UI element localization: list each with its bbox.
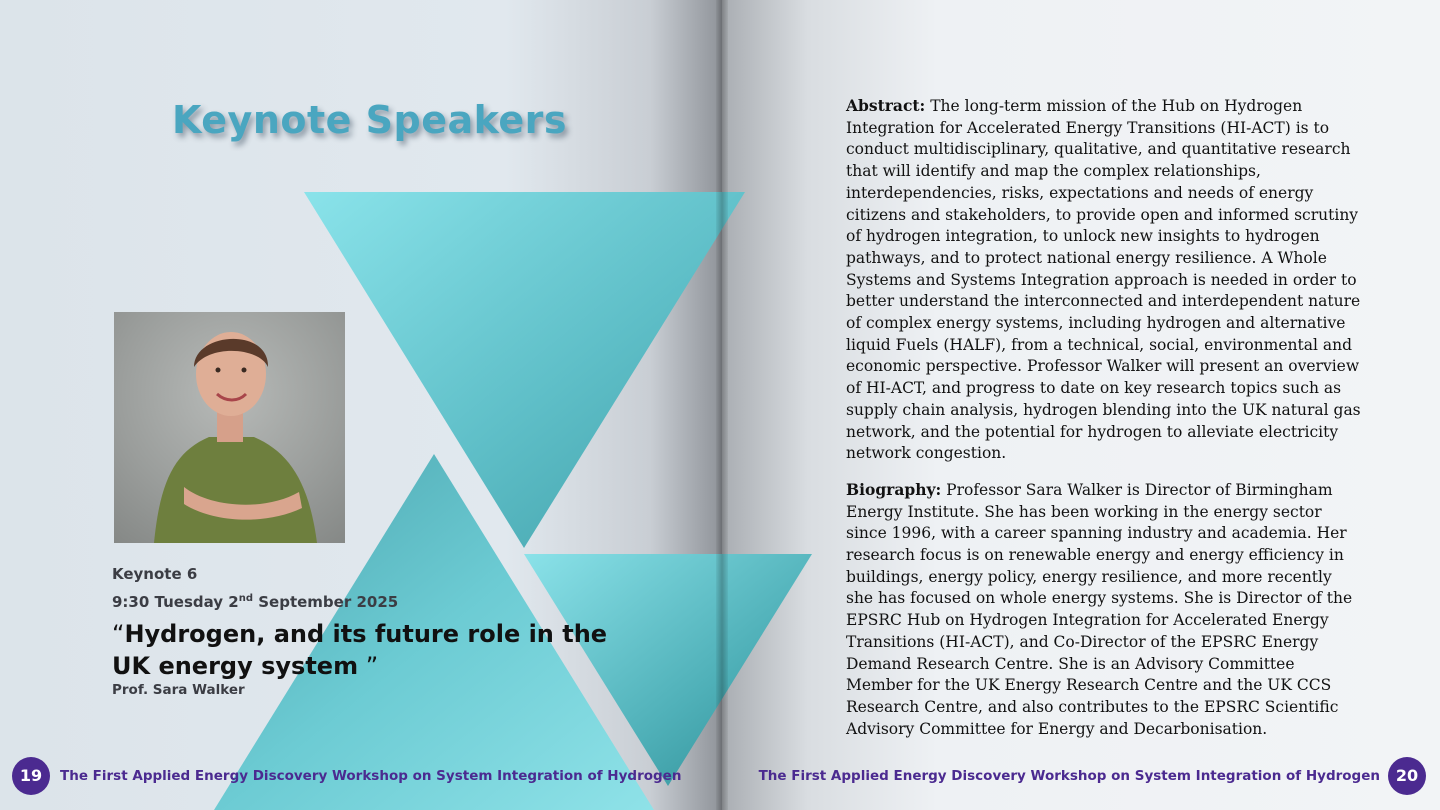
page-title: Keynote Speakers [172, 98, 568, 142]
biography-label: Biography: [846, 479, 942, 499]
abstract-label: Abstract: [846, 96, 926, 115]
footer-left: The First Applied Energy Discovery Workshop on System Integration of Hydrogen [60, 768, 682, 784]
talk-title-text: Hydrogen, and its future role in the UK energy system [112, 620, 608, 680]
speaker-portrait-icon [114, 312, 345, 543]
triangle-top [304, 192, 745, 548]
footer-right: The First Applied Energy Discovery Workshop on System Integration of Hydrogen [758, 768, 1380, 784]
page-gutter [716, 0, 728, 810]
speaker-name: Prof. Sara Walker [112, 682, 245, 698]
close-quote: ” [358, 652, 379, 680]
schedule-time-day: 9:30 Tuesday 2 [112, 593, 239, 611]
keynote-schedule [112, 593, 398, 611]
open-quote: “ [112, 620, 125, 648]
biography-paragraph [846, 479, 1361, 740]
keynote-number: Keynote 6 [112, 565, 198, 583]
talk-title [112, 618, 652, 682]
schedule-ordinal: nd [238, 593, 254, 604]
right-page-body [846, 95, 1361, 754]
biography-text: Professor Sara Walker is Director of Birmingham Energy Institute. She has been working in the energy sector since 1996, with a career spanning industry and academia. Her research focus is on renewable energy and energy efficiency in buildings, energy policy, energy resilience, and more recently she has focused on whole energy systems. She is Director of the EPSRC Hub on Hydrogen Integration for Accelerated Energy Transitions (HI-ACT), and Co-Director of the EPSRC Energy Demand Research Centre. She is an Advisory Committee Member for the UK Energy Research Centre and the UK CCS Research Centre, and also contributes to the EPSRC Scientific Advisory Committee for Energy and Decarbonisation. [846, 480, 1353, 738]
abstract-text: The long-term mission of the Hub on Hydrogen Integration for Accelerated Energy Transitions (HI-ACT) is to conduct multidisciplinary, qualitative, and quantitative research that will identify and map the complex relationships, interdependencies, risks, expectations and needs of energy citizens and stakeholders, to provide open and informed scrutiny of hydrogen integration, to unlock new insights to hydrogen pathways, and to protect national energy resilience. A Whole Systems and Systems Integration approach is needed in order to better understand the interconnected and interdependent nature of complex energy systems, including hydrogen and alternative liquid Fuels (HALF), from a technical, social, environmental and economic perspective. Professor Walker will present an overview of HI-ACT, and progress to date on key research topics such as supply chain analysis, hydrogen blending into the UK natural gas network, and the potential for hydrogen to alleviate electricity network congestion. [846, 97, 1361, 463]
schedule-month-year: September 2025 [253, 593, 399, 611]
page-number-right: 20 [1388, 757, 1426, 795]
page-number-left: 19 [12, 757, 50, 795]
abstract-paragraph [846, 95, 1361, 465]
speaker-photo [114, 312, 345, 543]
